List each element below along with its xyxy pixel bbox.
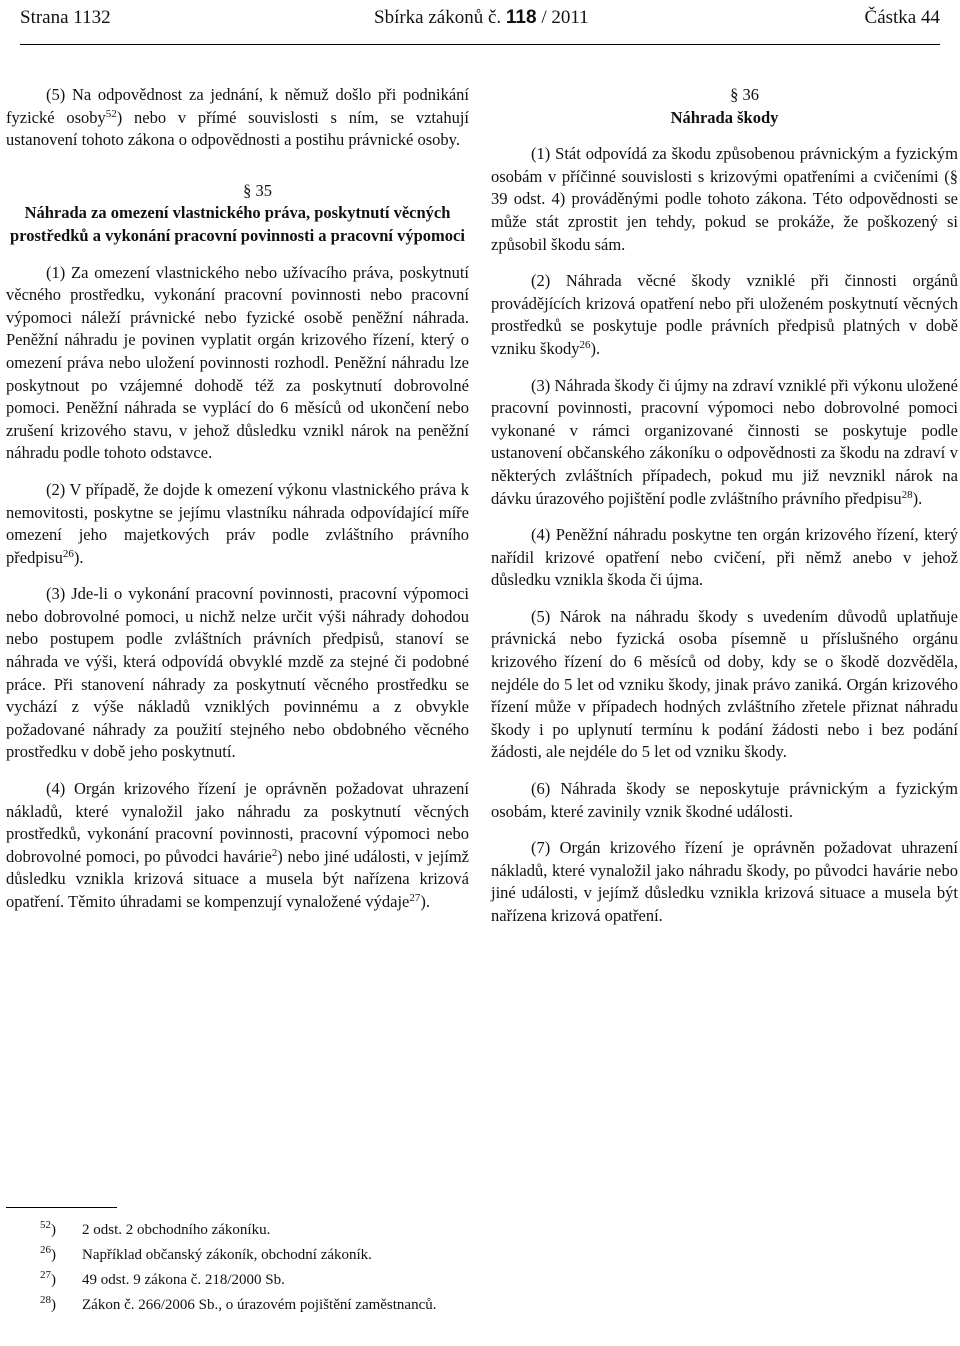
footnote-mark: $^{26}$): [40, 1244, 56, 1263]
text: ) prováděnými podle tohoto zákona. Této odpovědnosti se může stát zprostit jen tehdy, pokud se prokáže, že poškozený si způsobil škodu sám.: [491, 189, 958, 254]
footnote-number: 27: [40, 1269, 51, 1281]
footnote-mark: $^{27}$): [40, 1269, 56, 1288]
paragraph-5: (5) Nárok na náhradu škody s uvedením důvodů uplatňuje právnická nebo fyzická osoba písemně u příslušného orgánu krizového řízení do 6 měsíců od doby, kdy se o škodě dozvěděla, nejdéle do 5 let od vzniku škody, jinak právo zaniká. Orgán krizového řízení může v případech hodných zvláštního zřetele přiznat náhradu škody i po uplynutí termínu k podání žádosti nebo i bez podání žádosti, ale nejdéle do 5 let od vzniku škody.: [491, 606, 958, 762]
law-number: 118: [505, 7, 537, 28]
paragraph-1: (1) Za omezení vlastnického nebo užívacího práva, poskytnutí věcného prostředku, vykonání pracovní povinnosti nebo pracovní výpomoci náleží právnické nebo fyzické osobě peněžní náhrada. Peněžní náhradu je povinen vyplatit orgán krizového řízení, který o omezení práva nebo uložení povinnosti rozhodl. Peněžní náhradu lze poskytnout po vzájemné dohodě též za poskytnutí dobrovolné pomoci. Peněžní náhrada se vyplácí do 6 měsíců od ukončení nebo zrušení krizového stavu, v jehož důsledku vznikl nárok na peněžní náhradu podle tohoto odstavce.: [6, 262, 469, 463]
text: ) nebo v přímé souvislosti s ním, se vztahují ustanovení tohoto zákona o odpovědnosti a postihu právnické osoby.: [6, 107, 469, 150]
collection-label: Sbírka zákonů č.: [374, 7, 502, 28]
section-title: Náhrada škody: [670, 107, 779, 127]
paragraph-3: (3) Jde-li o vykonání pracovní povinnosti, pracovní výpomoci nebo dobrovolné pomoci, u nichž nelze určit výši náhrady dohodou nebo postupem podle zvláštních právních předpisů, stanoví se náhrada ve výši, která odpovídá obvyklé mzdě za stejné či podobné práce. Při stanovení náhrady za poskytnutí věcného prostředku se vychází z výše nákladů vzniklých povinnému a z obvykle požadované náhrady za použití stejného nebo obdobného věcného prostředku v době jeho poskytnutí.: [6, 584, 469, 762]
paragraph-6: (6) Náhrada škody se neposkytuje právnickým a fyzickým osobám, které zavinily vznik škodné události.: [491, 779, 958, 821]
section-reference: § 39 odst. 4: [491, 166, 958, 209]
footnote-number: 52: [40, 1219, 51, 1231]
section-title: Náhrada za omezení vlastnického práva, poskytnutí věcných prostředků a vykonání pracovní povinnosti a pracovní výpomoci: [10, 203, 465, 245]
footnote-text: Například občanský zákoník, obchodní zákoník.: [82, 1247, 372, 1263]
paragraph-4: [6, 778, 469, 914]
footnote-text: 2 odst. 2 obchodního zákoníku.: [82, 1222, 271, 1238]
paragraph-2: [491, 270, 958, 360]
law-year: / 2011: [541, 7, 589, 28]
right-column: [491, 84, 958, 942]
text: (3) Náhrada škody či újmy na zdraví vzniklé při výkonu uložené pracovní povinnosti, pracovní výpomoci nebo dobrovolné pomoci vykonané v rámci organizované činnosti se poskytuje podle ustanovení občanského zákoníku o odpovědnosti za škodu na zdraví v některých zvláštních případech, pokud mu již nevznikl nárok na dávku úrazového pojištění podle zvláštního právního předpisu: [491, 375, 958, 508]
footnote-ref: 2: [271, 846, 278, 859]
footnote-text: 49 odst. 9 zákona č. 218/2000 Sb.: [82, 1272, 285, 1288]
footnote-number: 26: [40, 1244, 51, 1256]
section-number: § 35: [243, 180, 272, 200]
paragraph-7: (7) Orgán krizového řízení je oprávněn požadovat uhrazení nákladů, které vynaložil jako náhradu škody, po původci havárie nebo jiné události, v jejímž důsledku vznikla krizová situace a musela být nařízena krizová opatření.: [491, 838, 958, 925]
footnote-rule: [6, 1207, 117, 1208]
left-column: [6, 84, 469, 928]
footnote: [40, 1268, 940, 1293]
footnote: [40, 1218, 940, 1243]
text: ) nebo jiné události, v jejímž důsledku vznikla krizová situace a musela být nařízena krizová opatření. Těmito úhradami se kompenzují vynaložené výdaje: [6, 846, 469, 911]
header-rule: [20, 44, 940, 45]
footnote-ref: 26: [579, 338, 591, 351]
text: ).: [420, 892, 430, 911]
page-number: Strana 1132: [20, 7, 111, 28]
paragraph-1: [491, 143, 958, 256]
footnote-mark: $^{52}$): [40, 1219, 56, 1238]
footnote-number: 28: [40, 1294, 51, 1306]
section-number: § 36: [730, 85, 759, 104]
footnote: [40, 1293, 940, 1318]
text: ).: [590, 338, 601, 358]
text: (2) Náhrada věcné škody vzniklé při činnosti orgánů provádějících krizová opatření nebo při uloženém poskytnutí věcných prostředků se poskytuje podle právních předpisů platných v době vzniku škody: [491, 271, 958, 358]
footnote: [40, 1243, 940, 1268]
footnotes: [40, 1218, 940, 1318]
text: ).: [73, 547, 84, 567]
footnote-ref: 28: [901, 488, 913, 501]
paragraph-4: (4) Peněžní náhradu poskytne ten orgán krizového řízení, který nařídil krizové opatření nebo cvičení, při němž anebo v jehož důsledku vznikla škoda či újma.: [491, 525, 958, 590]
text: (4) Orgán krizového řízení je oprávněn požadovat uhrazení nákladů, které vynaložil jako náhradu za poskytnutí věcných prostředků, vykonání pracovní povinnosti, pracovní výpomoci nebo dobrovolné pomoci, po původci havárie: [6, 779, 469, 866]
text: (1) Stát odpovídá za škodu způsobenou právnickým a fyzickým osobám v příčinné souvislosti s krizovými opatřeními a cvičeními (: [491, 144, 958, 186]
text: (2) V případě, že dojde k omezení výkonu vlastnického práva k nemovitosti, poskytne se jejímu vlastníku náhrada odpovídající míře omezení jeho majetkových práv podle zvláštního právního předpisu: [6, 479, 469, 567]
part-number: Částka 44: [864, 7, 940, 28]
text: ).: [912, 488, 923, 508]
collection-title: [374, 6, 589, 30]
paragraph-2: [6, 479, 469, 569]
footnote-ref: 52: [105, 107, 117, 120]
footnote-ref: 26: [62, 547, 74, 560]
paragraph-3: [491, 375, 958, 511]
page-header: [20, 6, 940, 30]
footnote-mark: $^{28}$): [40, 1294, 56, 1313]
paragraph-intro: [6, 84, 469, 152]
footnote-ref: 27: [409, 892, 421, 904]
footnote-text: Zákon č. 266/2006 Sb., o úrazovém pojištění zaměstnanců.: [82, 1297, 437, 1313]
text: (5) Na odpovědnost za jednání, k němuž došlo při podnikání fyzické osoby: [6, 85, 469, 127]
